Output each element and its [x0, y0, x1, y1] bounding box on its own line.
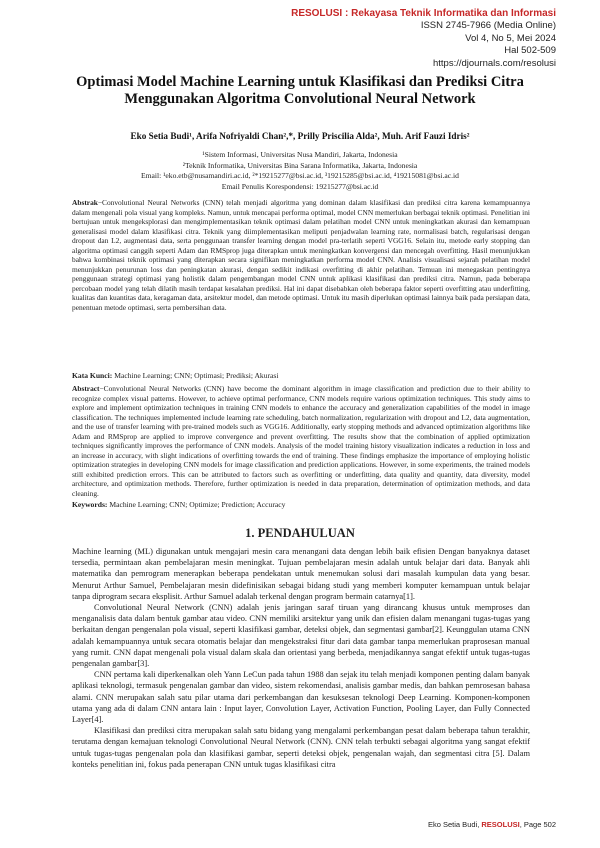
volume: Vol 4, No 5, Mei 2024 — [465, 32, 556, 44]
abstract-en-label: Abstract — [72, 384, 100, 393]
keywords-en — [72, 500, 530, 509]
author-list: Eko Setia Budi¹, Arifa Nofriyaldi Chan²,*, Prilly Priscilia Alda², Muh. Arif Fauzi Idris² — [130, 131, 470, 141]
page-range: Hal 502-509 — [504, 45, 556, 57]
intro-paragraph-2: Convolutional Neural Network (CNN) adalah jenis jaringan saraf tiruan yang dirancang khusus untuk memproses dan menganalisis data dalam bentuk gambar atau video. CNN memiliki arsitektur yang unik dan efisien dalam menangani tugas-tugas yang berkaitan dengan pengenalan pola visual, seperti klasifikasi gambar, deteksi objek, dan segmentasi gambar[2]. Keunggulan utama CNN adalah kemampuannya untuk secara otomatis belajar dan mengekstraksi fitur dari data gambar tanpa memerlukan praprosesan manual yang rumit. CNN dapat mengenali pola visual dalam skala dan orientasi yang berbeda, menjadikannya sangat efektif untuk tugas-tugas pengenalan gambar[3]. — [72, 603, 530, 669]
abstract-id-label: Abstrak — [72, 198, 98, 207]
keywords-id — [72, 371, 530, 380]
title-line-2: Menggunakan Algoritma Convolutional Neural Network — [124, 91, 476, 107]
abstract-id — [72, 198, 530, 313]
intro-paragraph-3: CNN pertama kali diperkenalkan oleh Yann LeCun pada tahun 1988 dan sejak itu telah menjadi komponen penting dalam banyak aplikasi teknologi, termasuk pengenalan gambar dan video, sistem rekomendasi, analisis gambar medis, dan bahkan pemrosesan bahasa alami. CNN merupakan salah satu pilar utama dari perkembangan dan kesuksesan teknologi Deep Learning. Komponen-komponen utama yang ada di dalam CNN antara lain : Input layer, Convolution Layer, Activation Function, Pooling Layer, dan Fully Connected Layer[4]. — [72, 670, 530, 725]
keywords-en-label: Keywords: — [72, 500, 108, 509]
journal-title: RESOLUSI : Rekayasa Teknik Informatika dan Informasi — [291, 8, 556, 19]
issn: ISSN 2745-7966 (Media Online) — [420, 20, 556, 32]
intro-paragraph-1: Machine learning (ML) digunakan untuk mengajari mesin cara menangani data dengan lebih baik efisien Dengan banyaknya dataset tersedia, permintaan akan pembelajaran mesin meningkat. Tujuan pembelajaran mesin adalah untuk belajar dari data. Banyak ahli matematika dan pemrogram menerapkan beberapa pendekatan untuk menemukan solusi dari masalah kumpulan data yang besar. Menurut Arthur Samuel, Pembelajaran mesin didefinisikan sebagai bidang studi yang memberi komputer kemampuan untuk belajar tanpa diprogram secara eksplisit. Arthur Samuel adalah terkenal dengan program bermain catarnya[1]. — [72, 547, 530, 601]
abstract-id-text: −Convolutional Neural Networks (CNN) telah menjadi algoritma yang dominan dalam klasifikasi dan prediksi citra karena kemampuannya dalam mengenali pola visual yang kompleks. Namun, untuk mencapai performa optimal, model CNN memerlukan berbagai teknik optimasi. Penelitian ini bertujuan untuk mengeksplorasi dan mengimplementasikan teknik optimasi dalam pelatihan model CNN untuk meningkatkan akurasi dan kemampuan generalisasi model dalam klasifikasi citra. Teknik yang diimplementasikan meliputi penjadwalan learning rate, normalisasi batch, regularisasi dengan dropout dan L2, augmentasi data, serta penggunaan transfer learning dengan model pra-terlatih seperti VGG16. Selain itu, metode early stopping dan algoritma optimasi canggih seperti Adam dan RMSprop juga diterapkan untuk meningkatkan konvergensi dan mencegah overfitting. Hasil menunjukkan bahwa kombinasi teknik optimasi yang diterapkan secara signifikan meningkatkan performa model CNN. Analisis visualisasi sejarah pelatihan model menunjukkan penurunan loss dan peningkatan akurasi, dengan sedikit indikasi overfitting di akhir pelatihan. Temuan ini menegaskan pentingnya penggunaan strategi optimasi yang holistik dalam pengembangan model CNN untuk aplikasi klasifikasi dan prediksi citra. Namun, pada beberapa percobaan model yang telah dilatih masih terdapat kesalahan prediksi. Hal ini dapat disebabkan oleh beberapa faktor seperti overfitting atau underfitting, kualitas dan kuantitas data, keragaman data, arsitektur model, dan metode optimasi. Untuk itu masih diperlukan optimasi lainnya baik pada persiapan data, penentuan metode optimasi, serta pembersihan data. — [72, 198, 530, 313]
paper-title — [60, 74, 540, 108]
footer-journal: RESOLUSI — [481, 820, 520, 829]
author-emails: Email: ¹eko.etb@nusamandiri.ac.id, ²*19215277@bsi.ac.id, ³19215285@bsi.ac.id, ⁴19215081@bsi.ac.id — [141, 171, 459, 181]
keywords-id-text: Machine Learning; CNN; Optimasi; Prediksi; Akurasi — [112, 371, 279, 380]
intro-paragraph-4: Klasifikasi dan prediksi citra merupakan salah satu bidang yang mengalami perkembangan pesat dalam beberapa tahun terakhir, terutama dengan kemajuan teknologi Convolutional Neural Network (CNN). CNN telah terbukti sebagai algoritma yang sangat efektif untuk tugas-tugas pengenalan pola dan klasifikasi gambar, seperti deteksi objek, pengenalan wajah, dan segmentasi citra [5]. Dalam konteks penelitian ini, fokus pada penerapan CNN untuk tugas klasifikasi citra — [72, 726, 530, 769]
footer-page: , Page 502 — [519, 820, 556, 829]
abstract-en-text: −Convolutional Neural Networks (CNN) have become the dominant algorithm in image classification and prediction due to their ability to recognize complex visual patterns. However, to achieve optimal performance, CNN models require various optimization techniques. This study aims to explore and implement optimization techniques in training CNN models to enhance the accuracy and generalization capabilities of the model in image classification. The techniques implemented include learning rate scheduling, batch normalization, regularization with dropout and L2, data augmentation, and the use of transfer learning with pre-trained models such as VGG16. Additionally, early stopping methods and advanced optimization algorithms like Adam and RMSprop are applied to improve convergence and prevent overfitting. The results show that the combination of applied optimization techniques significantly improves the performance of CNN models. Analysis of the model training history visualization indicates a reduction in loss and an increase in accuracy, with slight indications of overfitting towards the end of training. These findings emphasize the importance of employing holistic optimization strategies in developing CNN models for image classification and prediction applications. However, in some experiments, the trained models still exhibited prediction errors. This can be attributed to factors such as overfitting or underfitting, data quality and quantity, data diversity, model architecture, and optimization methods. Therefore, further optimization is needed in data preparation, determination of optimization methods, and data cleaning. — [72, 384, 530, 499]
affiliation-1: ¹Sistem Informasi, Universitas Nusa Mandiri, Jakarta, Indonesia — [202, 150, 398, 159]
affiliations — [60, 150, 540, 192]
keywords-en-text: Machine Learning; CNN; Optimize; Prediction; Accuracy — [107, 500, 286, 509]
corresponding-email: Email Penulis Korespondensi: 19215277@bsi.ac.id — [221, 181, 379, 191]
affiliation-2: ²Teknik Informatika, Universitas Bina Sarana Informatika, Jakarta, Indonesia — [182, 160, 418, 170]
journal-header — [226, 8, 556, 70]
abstract-en — [72, 384, 530, 499]
keywords-id-label: Kata Kunci: — [72, 371, 113, 380]
introduction-body — [72, 546, 530, 770]
journal-url[interactable]: https://djournals.com/resolusi — [432, 57, 556, 69]
footer-author: Eko Setia Budi, — [428, 820, 482, 829]
title-line-1: Optimasi Model Machine Learning untuk Klasifikasi dan Prediksi Citra — [76, 74, 524, 90]
page-footer — [428, 820, 556, 829]
section-heading: 1. PENDAHULUAN — [245, 526, 355, 540]
